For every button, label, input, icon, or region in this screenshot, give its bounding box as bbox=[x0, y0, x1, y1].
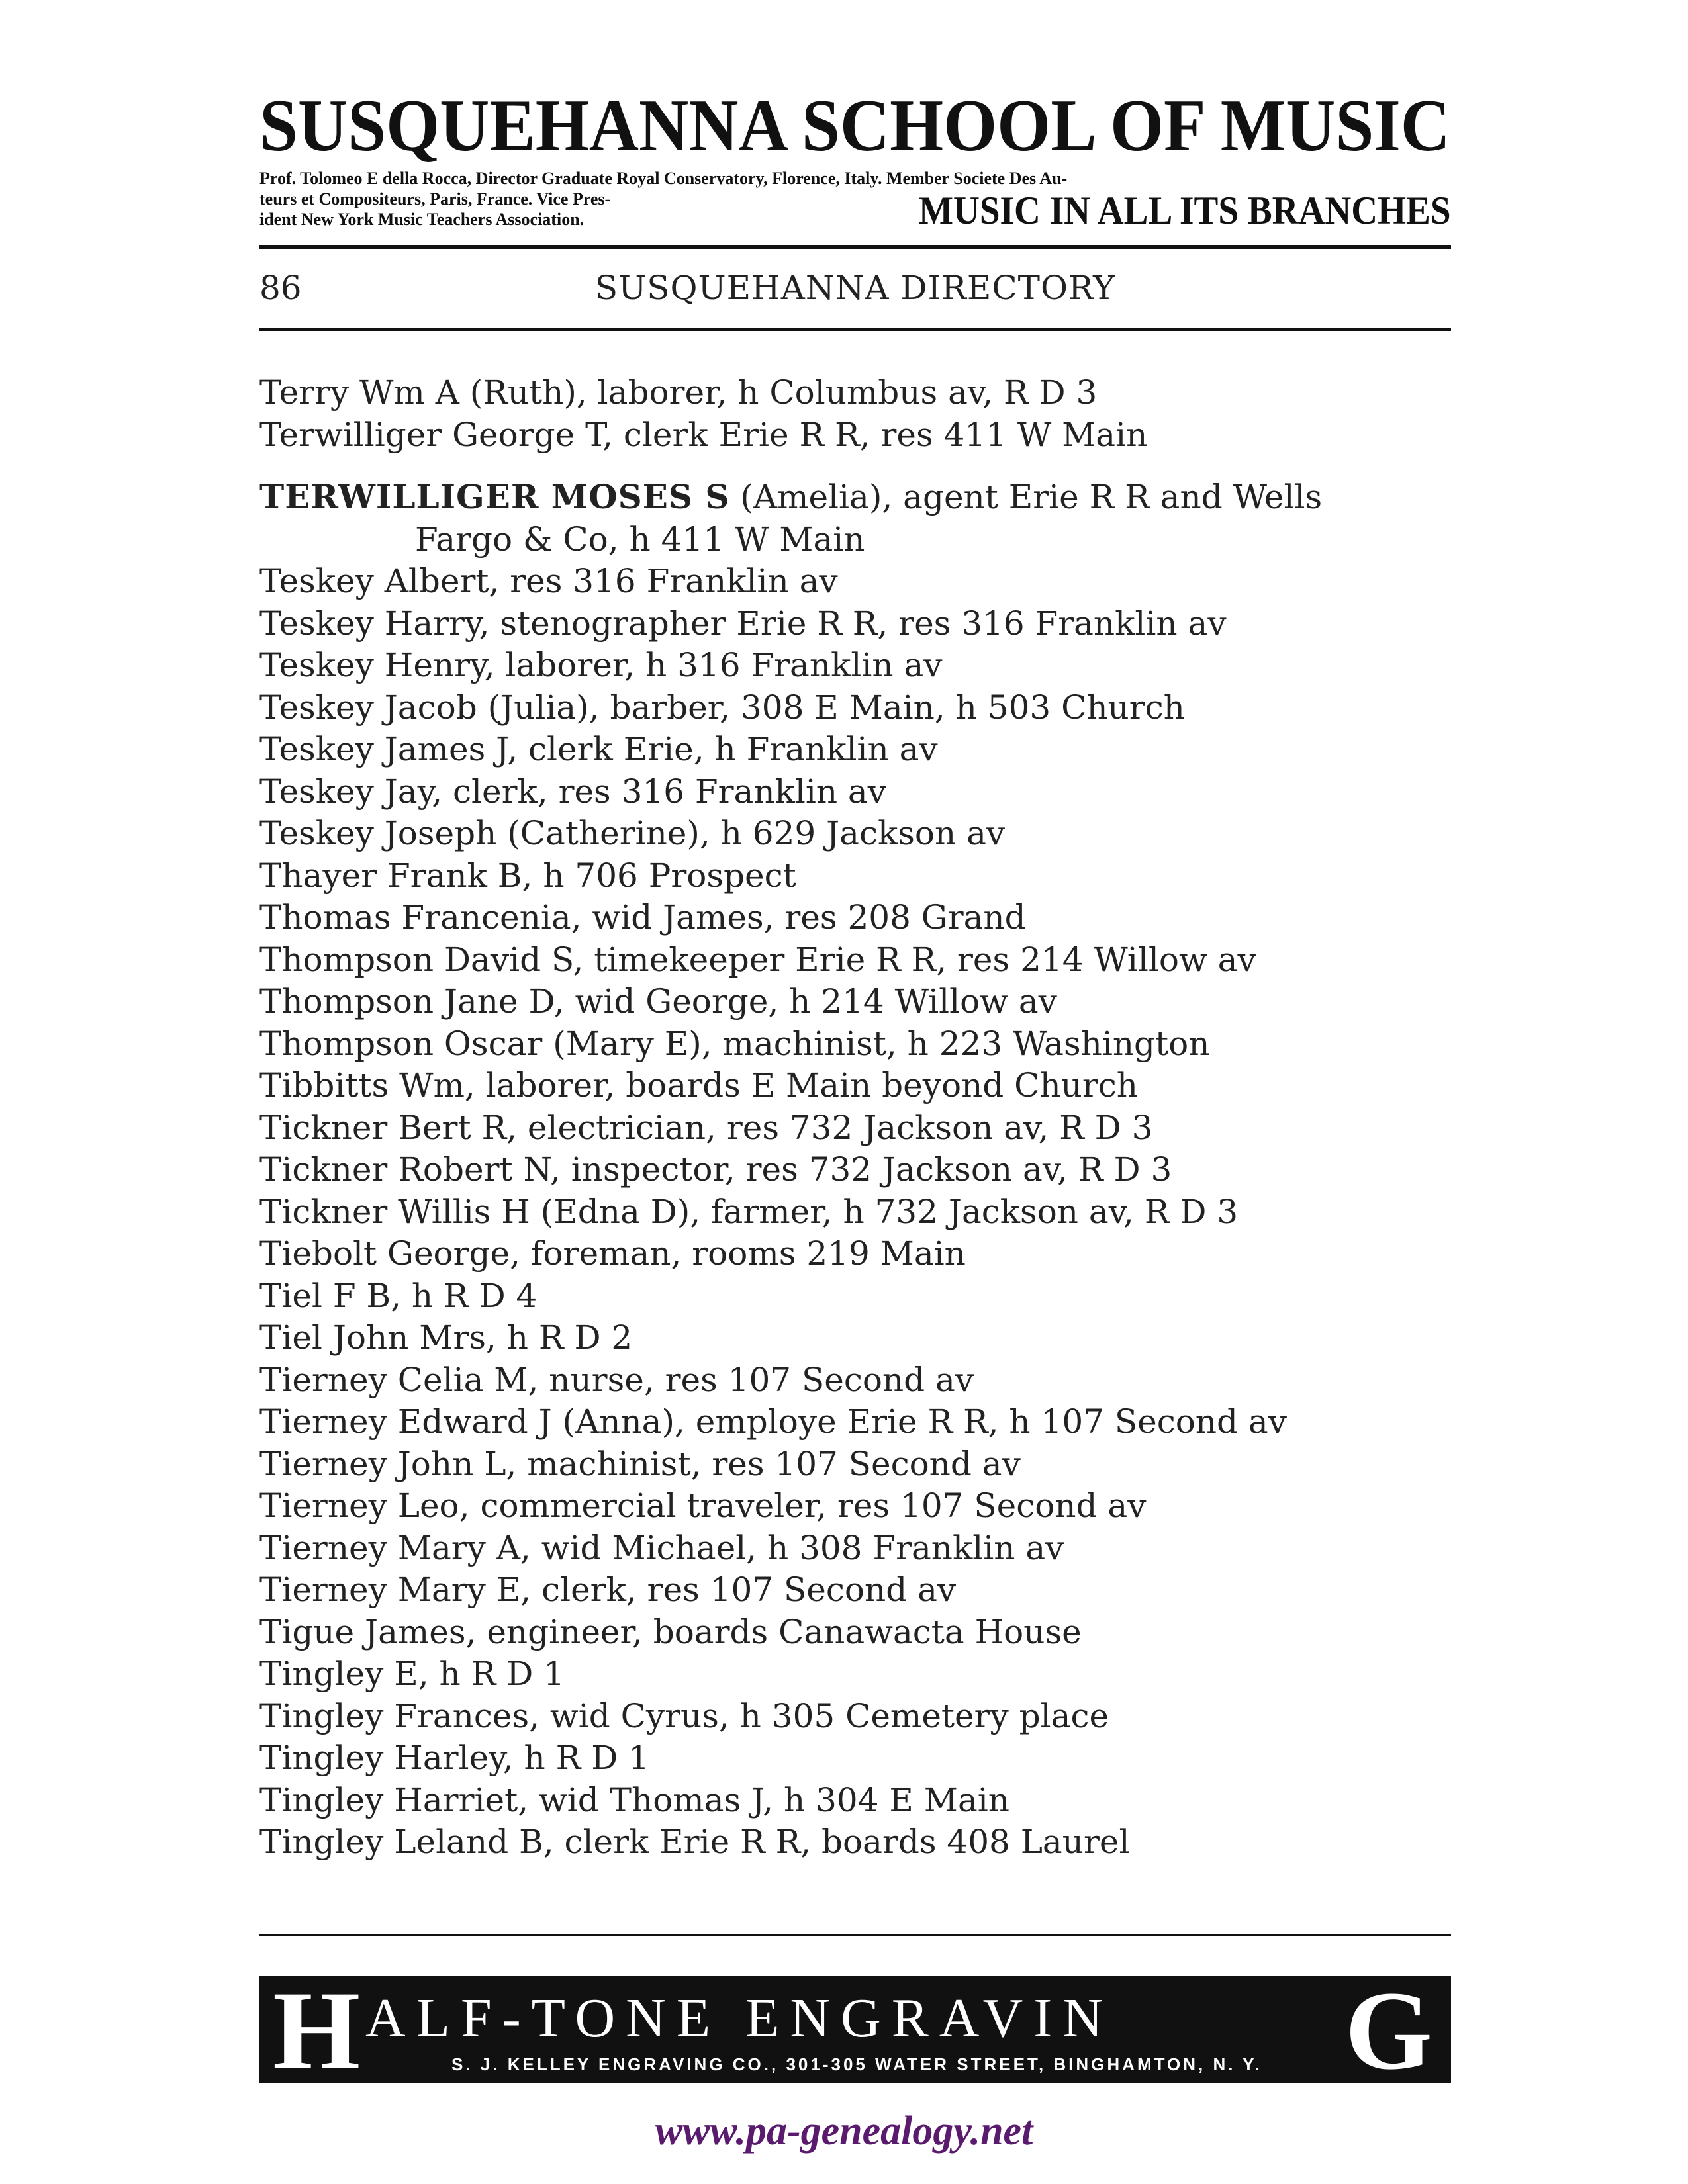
directory-entry: Tingley Harley, h R D 1 bbox=[259, 1739, 649, 1777]
ad-main-text: ALF-TONE ENGRAVIN bbox=[365, 1987, 1113, 2049]
directory-entry: Teskey Joseph (Catherine), h 629 Jackson av bbox=[259, 814, 1006, 852]
directory-entry: Tickner Bert R, electrician, res 732 Jackson av, R D 3 bbox=[259, 1108, 1153, 1147]
directory-entry: Thompson David S, timekeeper Erie R R, res 214 Willow av bbox=[259, 940, 1256, 979]
bottom-advertisement bbox=[259, 1976, 1451, 2083]
ad-note-line: teurs et Compositeurs, Paris, France. Vice Pres- bbox=[259, 189, 611, 208]
directory-entry: Tickner Willis H (Edna D), farmer, h 732 Jackson av, R D 3 bbox=[259, 1192, 1239, 1231]
directory-entry: Tingley Harriet, wid Thomas J, h 304 E Main bbox=[259, 1780, 1009, 1819]
directory-entry: Thompson Oscar (Mary E), machinist, h 223 Washington bbox=[259, 1024, 1210, 1063]
directory-entry: Tingley E, h R D 1 bbox=[259, 1655, 565, 1693]
ad-initial: H bbox=[273, 1976, 361, 2083]
ad-subtitle: MUSIC IN ALL ITS BRANCHES bbox=[919, 189, 1451, 232]
featured-entry-rest: (Amelia), agent Erie R R and Wells bbox=[729, 478, 1323, 516]
top-advertisement bbox=[259, 86, 1451, 234]
ad-title: SUSQUEHANNA SCHOOL OF MUSIC bbox=[259, 85, 1450, 167]
running-head bbox=[259, 265, 1451, 311]
directory-entry: Teskey Jacob (Julia), barber, 308 E Main, h 503 Church bbox=[259, 688, 1185, 727]
directory-entry: Terry Wm A (Ruth), laborer, h Columbus av, R D 3 bbox=[259, 373, 1098, 412]
directory-entry: Terwilliger George T, clerk Erie R R, res 411 W Main bbox=[259, 415, 1148, 454]
directory-entry: Thompson Jane D, wid George, h 214 Willow av bbox=[259, 982, 1057, 1021]
directory-entry: Tiebolt George, foreman, rooms 219 Main bbox=[259, 1234, 966, 1273]
directory-entry: Thayer Frank B, h 706 Prospect bbox=[259, 856, 796, 895]
directory-entry: Tierney Celia M, nurse, res 107 Second av bbox=[259, 1360, 974, 1399]
directory-entry: Tickner Robert N, inspector, res 732 Jackson av, R D 3 bbox=[259, 1150, 1172, 1189]
ad-detail-row bbox=[259, 168, 1451, 234]
entry-list bbox=[259, 561, 1484, 1864]
head-rule bbox=[259, 328, 1451, 331]
directory-entry: Tierney John L, machinist, res 107 Second av bbox=[259, 1444, 1021, 1483]
directory-entry: Teskey Jay, clerk, res 316 Franklin av bbox=[259, 772, 886, 811]
directory-entry: Tierney Mary E, clerk, res 107 Second av bbox=[259, 1570, 957, 1609]
directory-entries bbox=[259, 372, 1484, 1864]
bottom-rule bbox=[259, 1934, 1451, 1936]
directory-entry: Tigue James, engineer, boards Canawacta House bbox=[259, 1612, 1082, 1651]
directory-entry: Tingley Leland B, clerk Erie R R, boards 408 Laurel bbox=[259, 1823, 1130, 1861]
directory-entry: Thomas Francenia, wid James, res 208 Grand bbox=[259, 898, 1026, 936]
featured-entry-name: TERWILLIGER MOSES S bbox=[259, 477, 730, 516]
featured-entry-continuation: Fargo & Co, h 411 W Main bbox=[415, 520, 865, 559]
directory-entry: Teskey Albert, res 316 Franklin av bbox=[259, 562, 838, 600]
directory-entry: Tibbitts Wm, laborer, boards E Main beyond Church bbox=[259, 1066, 1138, 1105]
ad-final-letter: G bbox=[1344, 1976, 1432, 2083]
ad-note-line: Prof. Tolomeo E della Rocca, Director Graduate Royal Conservatory, Florence, Italy. Member Societe Des Au- bbox=[259, 169, 1068, 188]
directory-entry: Tierney Edward J (Anna), employe Erie R R, h 107 Second av bbox=[259, 1402, 1287, 1441]
directory-entry: Teskey James J, clerk Erie, h Franklin av bbox=[259, 730, 938, 768]
footer-url: www.pa-genealogy.net bbox=[655, 2109, 1033, 2154]
ad-note-line: ident New York Music Teachers Association. bbox=[259, 210, 585, 229]
directory-entry: Tierney Leo, commercial traveler, res 107 Second av bbox=[259, 1486, 1147, 1525]
top-rule bbox=[259, 245, 1451, 249]
directory-entry: Tiel F B, h R D 4 bbox=[259, 1276, 538, 1315]
featured-entry bbox=[259, 476, 1484, 561]
directory-entry: Teskey Henry, laborer, h 316 Franklin av bbox=[259, 646, 943, 684]
running-head-title: SUSQUEHANNA DIRECTORY bbox=[594, 269, 1116, 307]
directory-entry: Tingley Frances, wid Cyrus, h 305 Cemetery place bbox=[259, 1696, 1109, 1735]
page-number: 86 bbox=[259, 269, 302, 307]
directory-entry: Tierney Mary A, wid Michael, h 308 Franklin av bbox=[259, 1528, 1064, 1567]
ad-subline: S. J. KELLEY ENGRAVING CO., 301-305 WATER STREET, BINGHAMTON, N. Y. bbox=[451, 2054, 1262, 2074]
directory-entry: Tiel John Mrs, h R D 2 bbox=[259, 1318, 633, 1357]
directory-entry: Teskey Harry, stenographer Erie R R, res 316 Franklin av bbox=[259, 604, 1227, 643]
